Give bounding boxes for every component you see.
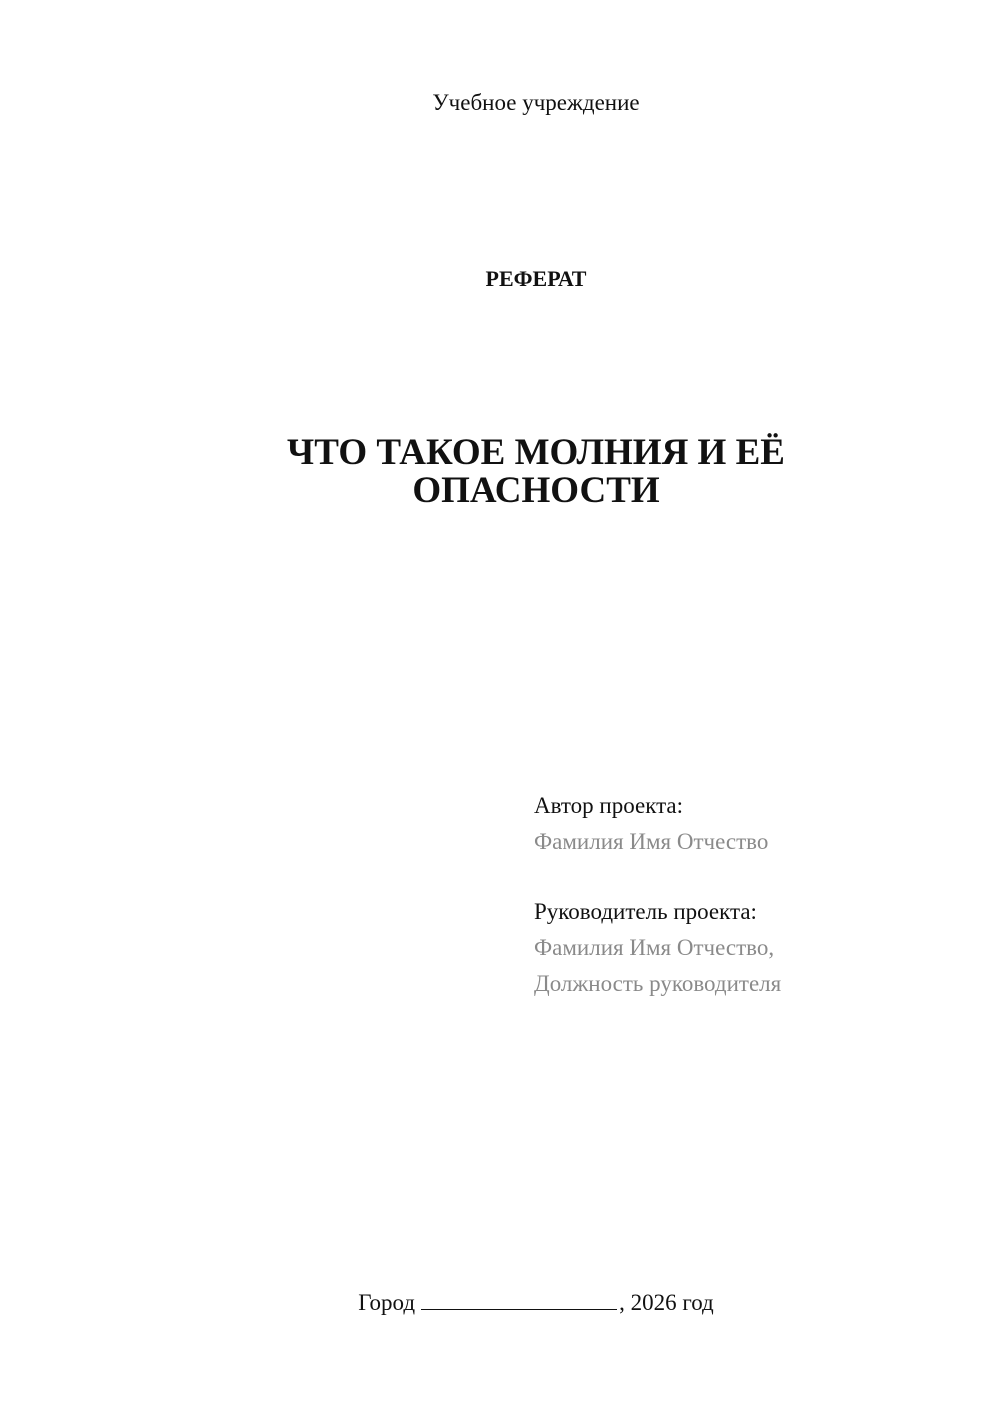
document-type: РЕФЕРАТ <box>485 266 587 291</box>
document-title <box>0 434 1000 510</box>
institution-name: Учебное учреждение <box>432 90 640 115</box>
supervisor-label: Руководитель проекта: <box>534 899 757 924</box>
title-line-1: ЧТО ТАКОЕ МОЛНИЯ И ЕЁ <box>287 432 785 473</box>
city-label: Город <box>358 1290 416 1315</box>
author-name: Фамилия Имя Отчество <box>534 829 769 854</box>
author-label: Автор проекта: <box>534 793 683 818</box>
supervisor-name: Фамилия Имя Отчество, <box>534 935 775 960</box>
spacer <box>534 860 781 894</box>
city-blank-line <box>421 1291 617 1310</box>
project-info <box>534 788 781 1002</box>
title-line-2: ОПАСНОСТИ <box>412 470 660 511</box>
year-text: , 2026 год <box>619 1290 714 1315</box>
supervisor-position: Должность руководителя <box>534 971 782 996</box>
footer-city-year <box>0 1290 1000 1316</box>
